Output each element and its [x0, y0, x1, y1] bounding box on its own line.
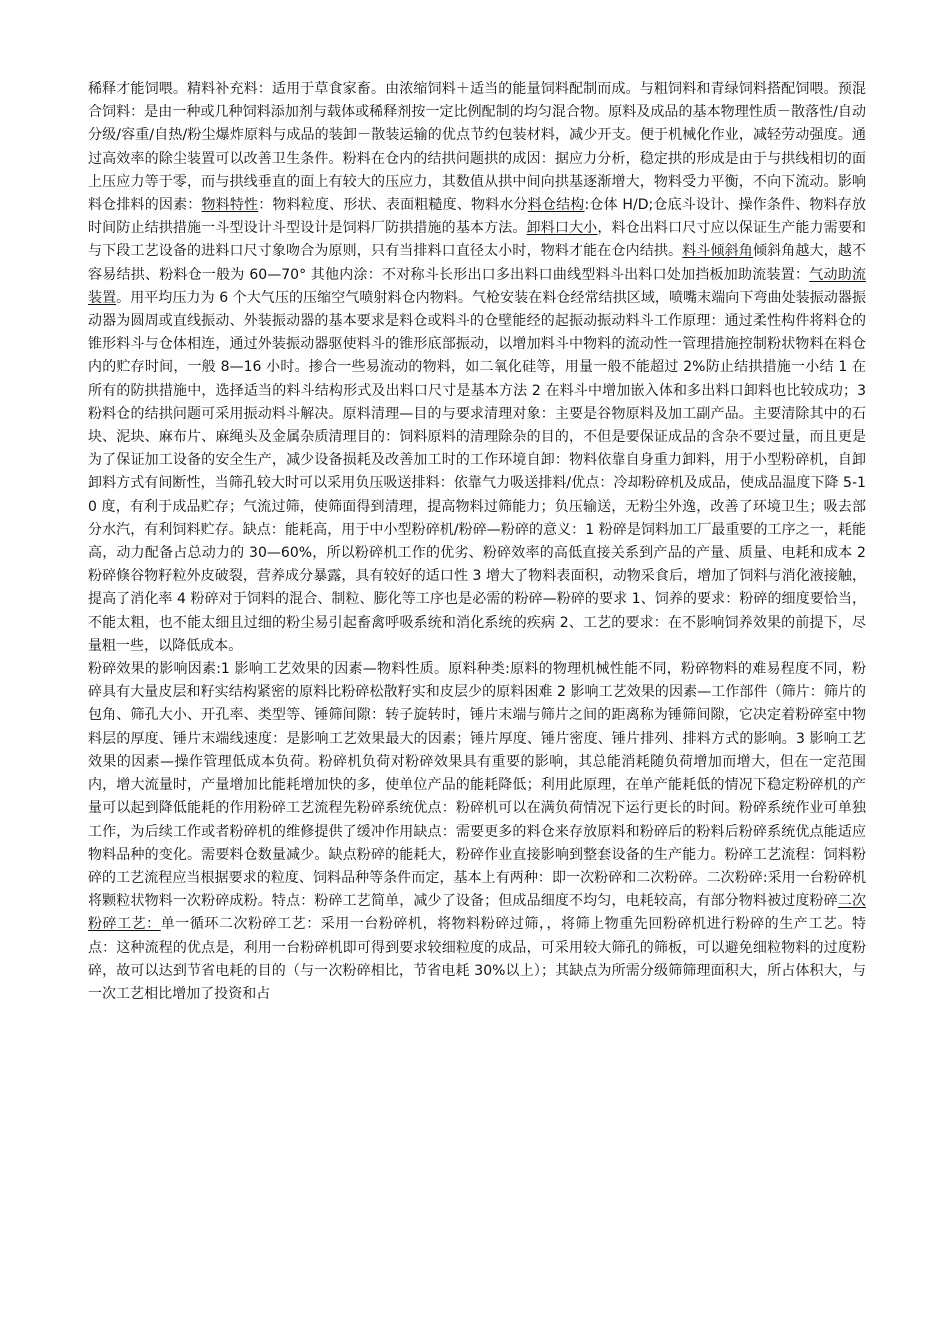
text-segment: ：物料粒度、形状、表面粗糙度、物料水分 — [258, 197, 528, 214]
underlined-term: 卸料口大小 — [526, 220, 598, 237]
text-segment: ，料仓出料口尺寸应以保证生产能力需要和与下段工艺设备的进料口尺寸象吻合为原则，只有当排料口直径太小时，物料才能在仓内结拱。 — [88, 220, 866, 260]
text-segment: 粉碎效果的影响因素:1 影响工艺效果的因素—物料性质。原料种类:原料的物理机械性能不同，粉碎物料的难易程度不同，粉碎具有大量皮层和籽实结构紧密的原料比粉碎松散籽实和皮层少的原料困难 2 影响工艺效果的因素—工作部件（筛片：筛片的包角、筛孔大小、开孔率、类型等、锤筛间隙：转子旋转时，锤片末端与筛片之间的距离称为锤筛间隙，它决定着粉碎室中物料层的厚度、锤片末端线速度：是影响工艺效果最大的因素；锤片厚度、锤片密度、锤片排列、排料方式的影响。3 影响工艺效果的因素—操作管理低成本负荷。粉碎机负荷对粉碎效果具有重要的影响，其总能消耗随负荷增加而增大，但在一定范围内，增大流量时，产量增加比能耗增加快的多，使单位产品的能耗降低；利用此原理，在单产能耗低的情况下稳定粉碎机的产量可以起到降低能耗的作用粉碎工艺流程先粉碎系统优点：粉碎机可以在满负荷情况下运行更长的时间。粉碎系统作业可单独工作，为后续工作或者粉碎机的维修提供了缓冲作用缺点：需要更多的料仓来存放原料和粉碎后的粉料后粉碎系统优点能适应物料品种的变化。需要料仓数量减少。缺点粉碎的能耗大，粉碎作业直接影响到整套设备的生产能力。粉碎工艺流程：饲料粉碎的工艺流程应当根据要求的粒度、饲料品种等条件而定，基本上有两种：即一次粉碎和二次粉碎。二次粉碎:采用一台粉碎机将颗粒状物料一次粉碎成粉。特点：粉碎工艺简单，减少了设备；但成品细度不均匀，电耗较高，有部分物料被过度粉碎 — [88, 661, 866, 910]
underlined-term: 二次粉碎工艺： — [88, 893, 866, 933]
document-body — [88, 78, 866, 1006]
text-segment: 稀释才能饲喂。精料补充料：适用于草食家畜。由浓缩饲料＋适当的能量饲料配制而成。与粗饲料和青绿饲料搭配饲喂。预混合饲料：是由一种或几种饲料添加剂与载体或稀释剂按一定比例配制的均匀混合物。原料及成品的基本物理性质－散落性/自动分级/容重/自热/粉尘爆炸原料与成品的装卸－散装运输的优点节约包装材料，减少开支。便于机械化作业，减轻劳动强度。通过高效率的除尘装置可以改善卫生条件。粉料在仓内的结拱问题拱的成因：据应力分析，稳定拱的形成是由于与拱线相切的面上压应力等于零，而与拱线垂直的面上有较大的压应力，其数值从拱中间向拱基逐渐增大，物料受力平衡，不向下流动。影响料仓排料的因素： — [88, 81, 866, 214]
text-segment: :仓体 H/D;仓底斗设计、操作条件、物料存放时间防止结拱措施一斗型设计斗型设计是饲料厂防拱措施的基本方法。 — [88, 197, 866, 237]
text-segment: 。用平均压力为 6 个大气压的压缩空气喷射料仓内物料。气枪安装在料仓经常结拱区域，喷嘴末端向下弯曲处装振动器振动器为圆周或直线振动、外装振动器的基本要求是料仓或料斗的仓壁能经的起振动振动料斗工作原理：通过柔性构件将料仓的锥形料斗与仓体相连，通过外装振动器驱使料斗的锥形底部振动，以增加料斗中物料的流动性一管理措施控制粉状物料在料仓内的贮存时间，一般 8—16 小时。掺合一些易流动的物料，如二氧化硅等，用量一般不能超过 2%防止结拱措施一小结 1 在所有的防拱措施中，选择适当的料斗结构形式及出料口尺寸是基本方法 2 在料斗中增加嵌入体和多出料口卸料也比较成功；3 粉料仓的结拱问题可采用振动料斗解决。原料清理—目的与要求清理对象：主要是谷物原料及加工副产品。主要清除其中的石块、泥块、麻布片、麻绳头及金属杂质清理目的：饲料原料的清理除杂的目的，不但是要保证成品的含杂不要过量，而且更是为了保证加工设备的安全生产，减少设备损耗及改善加工时的工作环境自卸：物料依靠自身重力卸料，用于小型粉碎机，自卸卸料方式有间断性，当筛孔较大时可以采用负压吸送排料：依靠气力吸送排料/优点：冷却粉碎机及成品，使成品温度下降 5-10 度，有利于成品贮存；气流过筛，使筛面得到清理，提高物料过筛能力；负压输送，无粉尘外逸，改善了环境卫生；吸去部分水汽，有利饲料贮存。缺点：能耗高，用于中小型粉碎机/粉碎—粉碎的意义：1 粉碎是饲料加工厂最重要的工序之一，耗能高，动力配备占总动力的 30—60%，所以粉碎机工作的优劣、粉碎效率的高低直接关系到产品的产量、质量、电耗和成本 2 粉碎倏谷物籽粒外皮破裂，营养成分暴露，具有较好的适口性 3 增大了物料表面积，动物采食后，增加了饲料与消化液接触，提高了消化率 4 粉碎对于饲料的混合、制粒、膨化等工序也是必需的粉碎—粉碎的要求 1、饲养的要求：粉碎的细度要恰当，不能太粗，也不能太细且过细的粉尘易引起畜禽呼吸系统和消化系统的疾病 2、工艺的要求：在不影响饲养效果的前提下，尽量粗一些，以降低成本。 — [88, 289, 866, 654]
underlined-term: 物料特性 — [201, 197, 259, 214]
text-segment: 倾斜角越大，越不容易结拱、粉料仓一般为 60—70° 其他内涂：不对称斗长形出口多出料口曲线型料斗出料口处加挡板加助流装置： — [88, 243, 866, 283]
underlined-term: 气动助流装置 — [88, 266, 866, 306]
paragraph-2 — [88, 658, 866, 1006]
text-segment: 单一循环二次粉碎工艺：采用一台粉碎机，将物料粉碎过筛，，将筛上物重先回粉碎机进行粉碎的生产工艺。特点：这种流程的优点是，利用一台粉碎机即可得到要求较细粒度的成品，可采用较大筛孔的筛板，可以避免细粒物料的过度粉碎，故可以达到节省电耗的目的（与一次粉碎相比，节省电耗 30%以上）；其缺点为所需分级筛筛理面积大，所占体积大，与一次工艺相比增加了投资和占 — [88, 916, 866, 1002]
paragraph-1 — [88, 78, 866, 658]
underlined-term: 料斗倾斜角 — [682, 243, 753, 260]
underlined-term: 料仓结构 — [527, 197, 585, 214]
